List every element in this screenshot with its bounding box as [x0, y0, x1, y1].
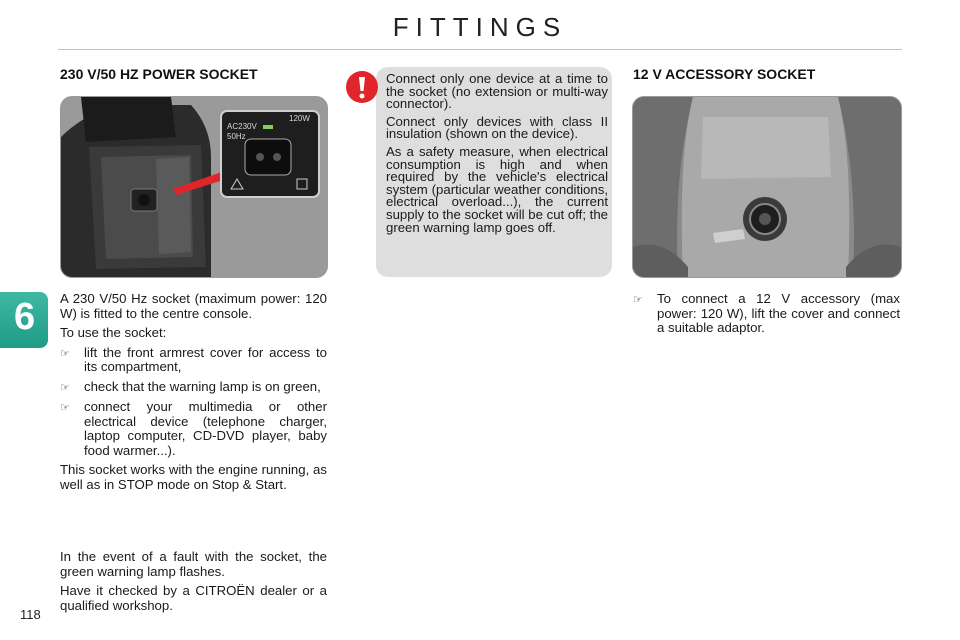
- pointing-hand-icon: ☞: [633, 294, 643, 306]
- list-item: ☞ lift the front armrest cover for access to its compartment,: [60, 344, 327, 374]
- list-item: ☞ connect your multimedia or other electrical device (telephone charger, laptop computer, CD-DVD player, baby food warmer...).: [60, 399, 327, 458]
- pointing-hand-icon: ☞: [60, 347, 70, 360]
- header-divider: [58, 49, 902, 50]
- power-socket-works: This socket works with the engine running, as well as in STOP mode on Stop & Start.: [60, 462, 327, 492]
- power-socket-use-label: To use the socket:: [60, 325, 167, 340]
- power-socket-intro: A 230 V/50 Hz socket (maximum power: 120 W) is fitted to the centre console.: [60, 291, 327, 321]
- power-socket-fault-text: [60, 550, 327, 618]
- accessory-socket-photo: [632, 96, 902, 278]
- power-socket-check: Have it checked by a CITROËN dealer or a qualified workshop.: [60, 583, 327, 613]
- socket-voltage-label: AC230V: [227, 122, 257, 131]
- power-socket-photo: [60, 96, 328, 278]
- chapter-number: 6: [14, 296, 36, 338]
- warning-paragraph: Connect only one device at a time to the socket (no extension or multi-way connector).: [386, 71, 608, 112]
- pointing-hand-icon: ☞: [60, 381, 70, 394]
- power-socket-fault: In the event of a fault with the socket, the green warning lamp flashes.: [60, 549, 327, 579]
- page-title: FITTINGS: [392, 12, 568, 42]
- warning-text: [386, 73, 608, 239]
- accessory-socket-text: [633, 292, 900, 341]
- socket-power-label: 120W: [289, 114, 310, 123]
- power-socket-heading: 230 V/50 HZ POWER SOCKET: [60, 66, 258, 82]
- warning-paragraph: Connect only devices with class II insulation (shown on the device).: [386, 113, 608, 142]
- exclamation-icon: [345, 70, 379, 104]
- pointing-hand-icon: ☞: [60, 402, 70, 414]
- list-item: ☞ To connect a 12 V accessory (max power: 120 W), lift the cover and connect a suitable adaptor.: [633, 291, 900, 335]
- list-item: ☞ check that the warning lamp is on green,: [60, 378, 321, 394]
- page-number: 118: [20, 607, 41, 622]
- warning-paragraph: As a safety measure, when electrical consumption is high and when required by the vehicle's electrical system (particular weather conditions, electrical overload...), the current supply to the socket will be cut off; the green warning lamp goes off.: [386, 143, 608, 235]
- socket-frequency-label: 50Hz: [227, 132, 246, 141]
- power-socket-text: [60, 292, 327, 497]
- accessory-socket-heading: 12 V ACCESSORY SOCKET: [633, 66, 816, 82]
